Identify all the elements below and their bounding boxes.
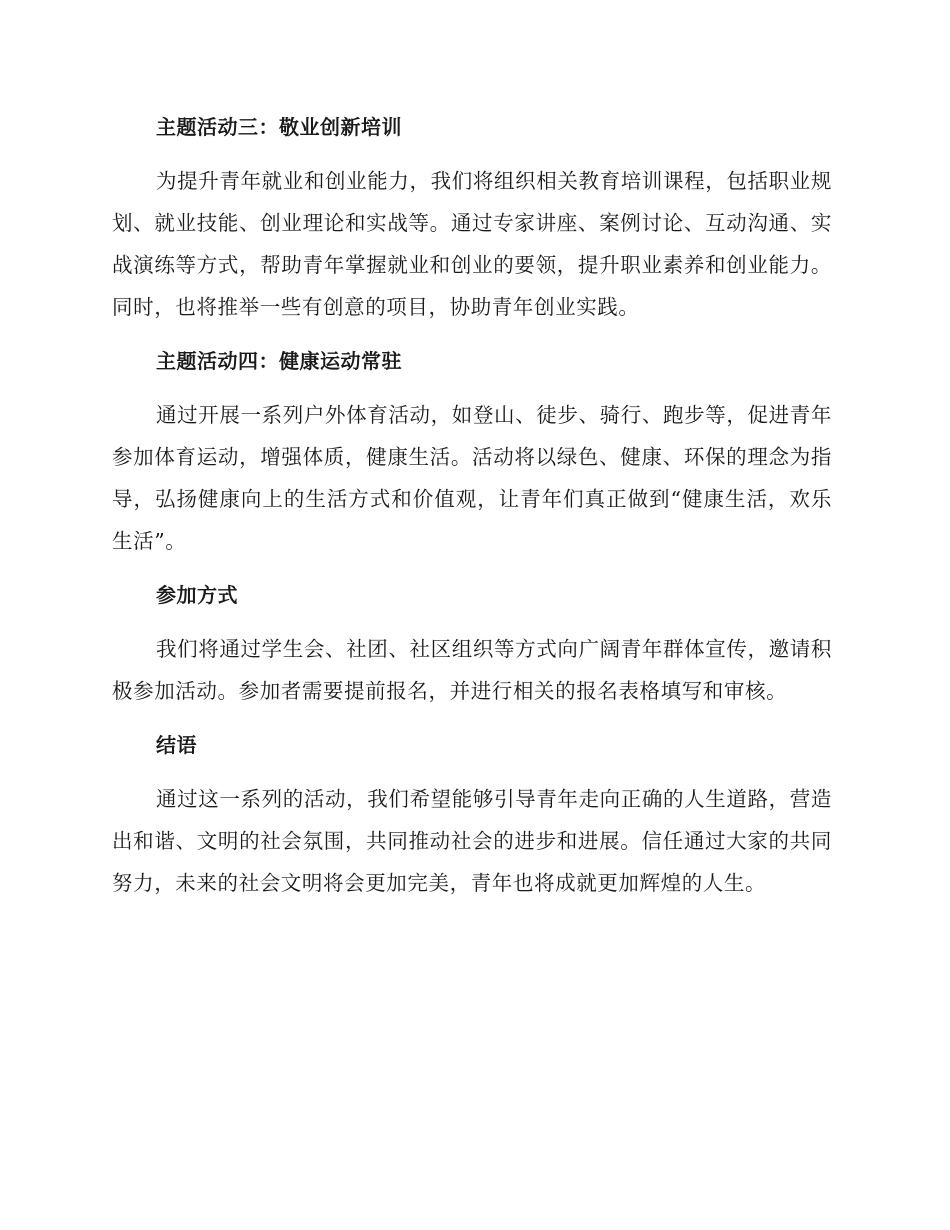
section-paragraph-participation: 我们将通过学生会、社团、社区组织等方式向广阔青年群体宣传，邀请积极参加活动。参加者需要提前报名，并进行相关的报名表格填写和审核。 xyxy=(112,637,832,703)
section-heading-participation: 参加方式 xyxy=(156,583,238,607)
section-paragraph-conclusion: 通过这一系列的活动，我们希望能够引导青年走向正确的人生道路，营造出和谐、文明的社会氛围，共同推动社会的进步和进展。信任通过大家的共同努力，未来的社会文明将会更加完美，青年也将成就更加辉煌的人生。 xyxy=(112,787,832,895)
section-heading-conclusion: 结语 xyxy=(156,733,197,757)
section-heading-activity-four: 主题活动四：健康运动常驻 xyxy=(156,349,402,373)
section-paragraph-activity-four: 通过开展一系列户外体育活动，如登山、徒步、骑行、跑步等，促进青年参加体育运动，增强体质，健康生活。活动将以绿色、健康、环保的理念为指导，弘扬健康向上的生活方式和价值观，让青年们真正做到“健康生活，欢乐生活”。 xyxy=(112,403,832,553)
section-heading-activity-three: 主题活动三：敬业创新培训 xyxy=(156,115,402,139)
section-paragraph-activity-three: 为提升青年就业和创业能力，我们将组织相关教育培训课程，包括职业规划、就业技能、创业理论和实战等。通过专家讲座、案例讨论、互动沟通、实战演练等方式，帮助青年掌握就业和创业的要领，提升职业素养和创业能力。同时，也将推举一些有创意的项目，协助青年创业实践。 xyxy=(112,169,832,319)
